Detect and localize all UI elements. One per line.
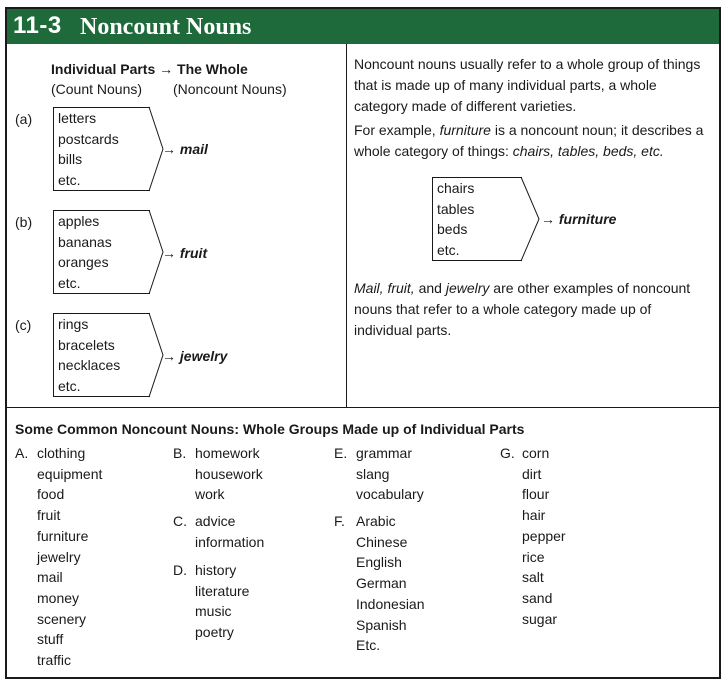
example-b-item: etc.	[58, 274, 81, 291]
list-item: corn	[522, 445, 550, 461]
section-title: Noncount Nouns	[80, 14, 252, 40]
example-b-item: bananas	[58, 233, 112, 250]
example-c-result: → jewelry	[162, 348, 228, 364]
list-item: Arabic	[356, 513, 396, 529]
section-header	[7, 9, 719, 44]
subheading-count-nouns: (Count Nouns)	[51, 81, 143, 97]
example-b-label: (b)	[15, 214, 33, 230]
list-item: literature	[195, 582, 250, 599]
list-item: fruit	[37, 507, 61, 524]
list-item: slang	[356, 465, 390, 482]
list-item: dirt	[522, 465, 542, 482]
list-item: money	[37, 589, 80, 606]
example-a-item: etc.	[58, 171, 81, 188]
list-item: housework	[195, 465, 263, 482]
list-item: information	[195, 533, 265, 550]
list-item: jewelry	[37, 548, 81, 565]
horizontal-divider	[7, 407, 719, 408]
intro-paragraph: Noncount nouns usually refer to a whole group of things that is made up of many individual parts, a whole category made of different varieties.	[354, 56, 701, 114]
list-item: scenery	[37, 610, 87, 627]
list-item: music	[195, 603, 232, 620]
furniture-item: beds	[437, 221, 468, 237]
list-item: food	[37, 486, 65, 503]
subheading-noncount-nouns: (Noncount Nouns)	[173, 81, 287, 97]
example-a-label: (a)	[15, 111, 33, 127]
list-item: furniture	[37, 527, 89, 544]
other-examples-paragraph: Mail, fruit, and jewelry are other examples of noncount nouns that refer to a whole category made up of individual parts.	[354, 280, 691, 338]
list-item: Indonesian	[356, 595, 425, 612]
furniture-bracket	[521, 176, 541, 262]
furniture-item: etc.	[437, 241, 460, 258]
example-b-whole: fruit	[179, 245, 208, 261]
list-item: rice	[522, 548, 545, 565]
example-c-label: (c)	[15, 317, 32, 333]
group-label: D.	[173, 562, 187, 578]
list-item: poetry	[195, 624, 234, 641]
example-a-item: letters	[58, 110, 97, 126]
chart-page	[5, 7, 721, 679]
example-a-item: bills	[58, 151, 83, 167]
list-item: Chinese	[356, 533, 408, 550]
example-c-item: bracelets	[58, 336, 115, 353]
section-number: 11-3	[13, 12, 62, 39]
example-a-item: postcards	[58, 130, 119, 147]
list-item: work	[195, 486, 225, 503]
list-item: grammar	[356, 445, 413, 461]
list-item: German	[356, 575, 407, 592]
list-item: clothing	[37, 445, 86, 461]
example-c-item: etc.	[58, 377, 81, 394]
list-item: salt	[522, 569, 544, 586]
list-item: equipment	[37, 465, 103, 482]
list-item: English	[356, 554, 402, 571]
example-c-whole: jewelry	[179, 348, 228, 364]
group-label: A.	[15, 445, 29, 461]
example-b-box	[53, 210, 150, 294]
example-a-box	[53, 107, 150, 191]
furniture-whole: furniture	[558, 211, 617, 227]
list-item: traffic	[37, 652, 71, 668]
example-a-whole: mail	[179, 141, 208, 157]
group-label: F.	[334, 513, 345, 529]
group-label: G.	[500, 445, 515, 461]
vertical-divider	[346, 44, 347, 408]
group-label: E.	[334, 445, 348, 461]
list-item: vocabulary	[356, 486, 424, 503]
list-item: mail	[37, 569, 63, 586]
list-item: Spanish	[356, 616, 407, 633]
furniture-example-box	[432, 177, 522, 261]
heading-individual-parts: Individual Parts → The Whole	[51, 61, 248, 77]
group-label: C.	[173, 513, 187, 529]
common-nouns-title: Some Common Noncount Nouns: Whole Groups Made up of Individual Parts	[15, 421, 525, 437]
list-item: sugar	[522, 610, 558, 627]
example-b-item: apples	[58, 213, 100, 229]
list-item: advice	[195, 513, 236, 529]
list-item: homework	[195, 445, 260, 461]
example-b-result: → fruit	[162, 245, 208, 261]
furniture-result: → furniture	[541, 211, 617, 227]
list-item: sand	[522, 589, 553, 606]
list-item: stuff	[37, 631, 64, 648]
example-c-item: necklaces	[58, 357, 121, 373]
list-item: history	[195, 562, 237, 578]
example-c-box	[53, 313, 150, 397]
group-label: B.	[173, 445, 187, 461]
example-paragraph: For example, furniture is a noncount noun; it describes a whole category of things: chairs, tables, beds, etc.	[354, 122, 704, 159]
example-b-item: oranges	[58, 254, 109, 270]
furniture-item: chairs	[437, 180, 475, 196]
list-item: flour	[522, 486, 550, 503]
list-item: hair	[522, 507, 546, 524]
example-a-result: → mail	[162, 141, 208, 157]
furniture-item: tables	[437, 200, 475, 217]
list-item: pepper	[522, 527, 566, 544]
example-c-item: rings	[58, 316, 89, 332]
list-item: Etc.	[356, 637, 381, 654]
